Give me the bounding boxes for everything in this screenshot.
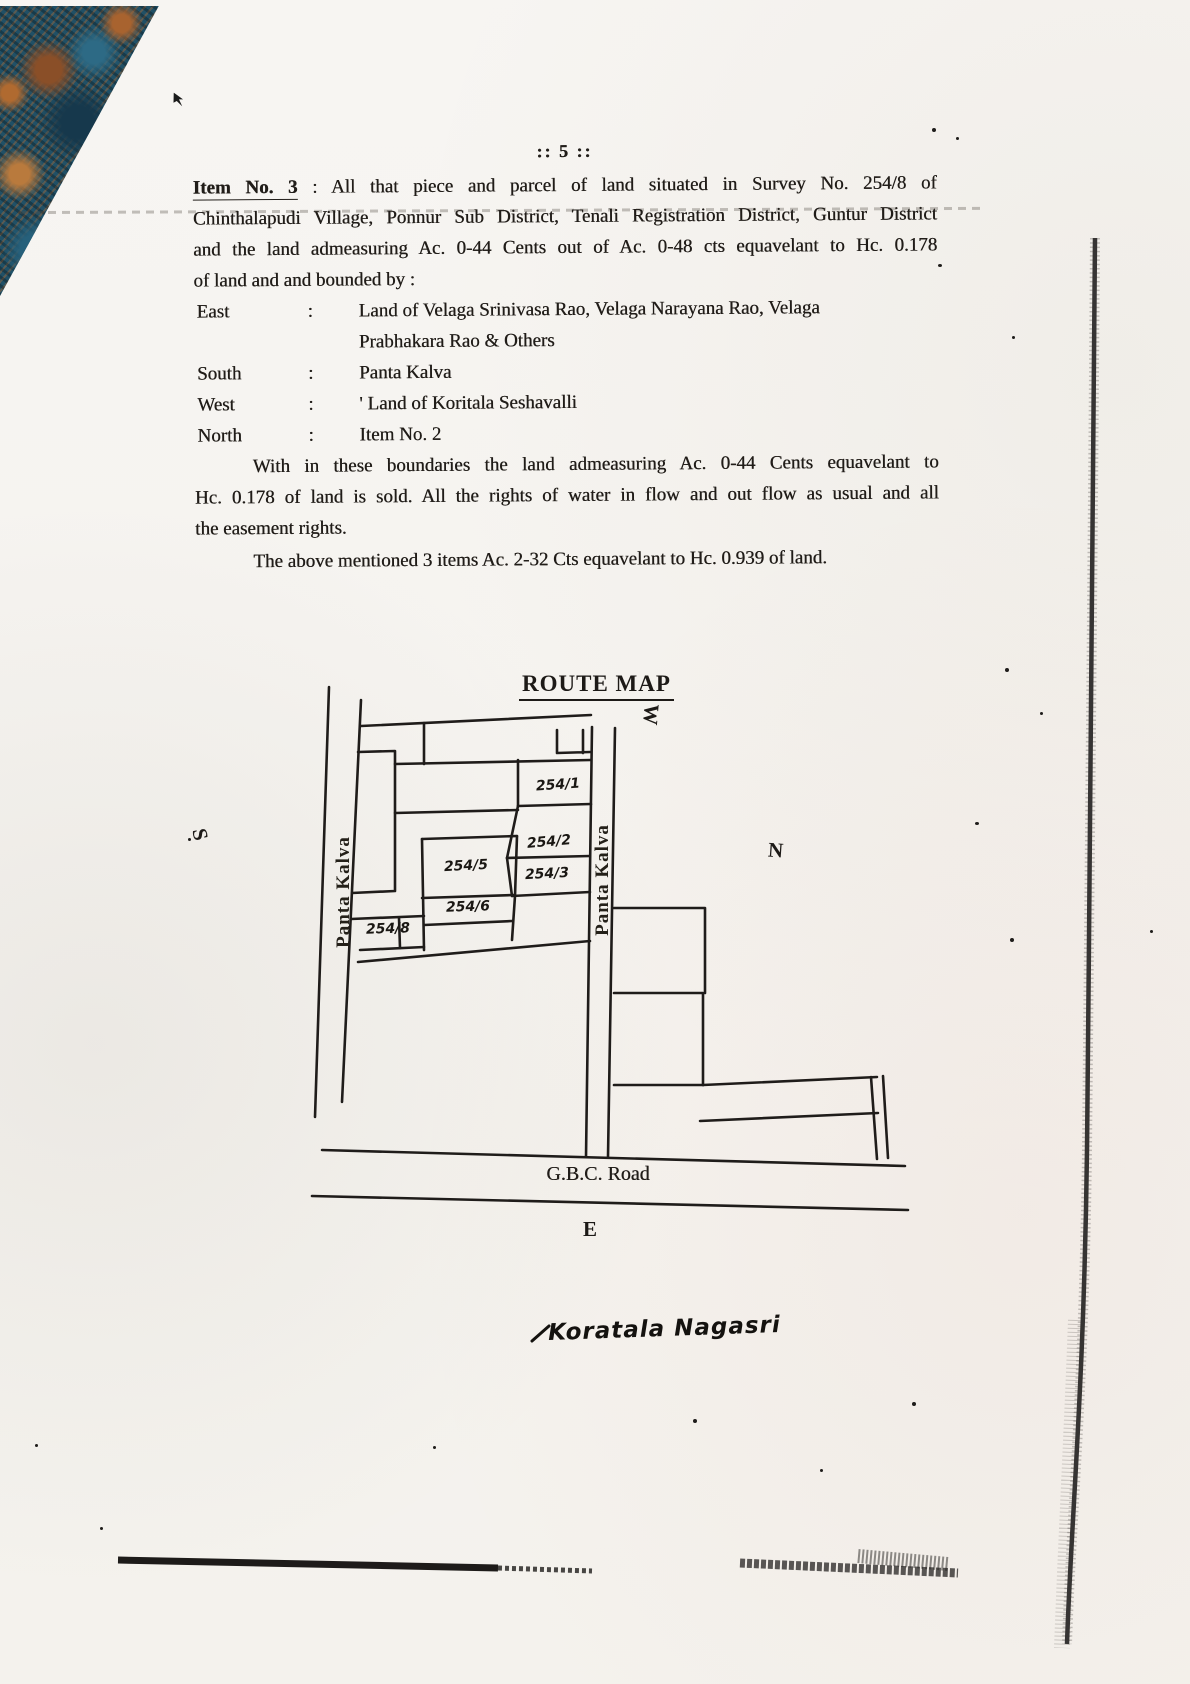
boundary-value: Item No. 2 — [359, 423, 442, 446]
item-paragraph-line-1 — [193, 169, 937, 201]
canal-left-outer-line — [315, 687, 329, 1117]
total-extent-line: The above mentioned 3 items Ac. 2-32 Cts equavelant to Hc. 0.939 of land. — [253, 547, 827, 573]
plot-label-254-3: 254/3 — [524, 864, 570, 884]
item-paragraph-line-3: and the land admeasuring Ac. 0-44 Cents out of Ac. 0-48 cts equavelant to Hc. 0.178 — [193, 234, 938, 261]
boundary-label: East — [196, 301, 230, 323]
plot-label-254-5: 254/5 — [443, 856, 489, 876]
closing-paragraph-line-1: With in these boundaries the land admeasuring Ac. 0-44 Cents equavelant to — [252, 451, 939, 478]
plot-254-2-bottom — [507, 856, 590, 858]
compass-south-label: S — [187, 826, 214, 843]
north-plot-a — [614, 908, 705, 993]
boundary-colon: : — [307, 300, 313, 322]
plot-254-6-top — [422, 895, 515, 898]
closing-paragraph-line-3: the easement rights. — [195, 517, 347, 540]
canal-label-left: Panta Kalva — [333, 836, 354, 948]
item-line1-rest: : All that piece and parcel of land situated in Survey No. 254/8 of — [297, 172, 937, 198]
route-map-title: ROUTE MAP — [519, 671, 674, 701]
road-strip-top — [703, 1077, 877, 1085]
gbc-road-lower-line — [312, 1196, 908, 1210]
scan-streak-bottom — [118, 1556, 958, 1573]
gbc-road-label: G.B.C. Road — [546, 1163, 650, 1185]
scan-streak-vertical — [1062, 238, 1095, 1648]
canal-right-outer-line — [608, 728, 615, 1157]
compass-north-label: N — [767, 837, 785, 863]
plot-label-254-6: 254/6 — [445, 898, 491, 916]
plot-block-top — [361, 715, 591, 726]
compass-east-label: E — [583, 1217, 598, 1241]
road-strip-end — [871, 1076, 888, 1159]
signature-koratala-nagasri: Koratala Nagasri — [547, 1311, 782, 1347]
item-paragraph-line-4: of land and and bounded by : — [193, 269, 416, 292]
plot-254-1-bottom — [518, 804, 591, 806]
plot-254-8-bottom — [360, 947, 424, 950]
boundary-label: West — [197, 394, 235, 416]
closing-paragraph-line-2: Hc. 0.178 of land is sold. All the rights of water in flow and out flow as usual and all — [194, 482, 939, 509]
boundary-value: ' Land of Koritala Seshavalli — [359, 391, 577, 415]
plot-divider — [395, 810, 518, 813]
boundary-colon: : — [308, 393, 314, 415]
plot-label-254-2: 254/2 — [526, 832, 572, 852]
signature-tick-mark — [532, 1326, 549, 1341]
plot-divider — [512, 836, 517, 940]
boundary-value: Land of Velaga Srinivasa Rao, Velaga Narayana Rao, Velaga — [358, 297, 820, 322]
plot-254-3-left — [507, 858, 512, 896]
plot-254-6-bottom — [424, 921, 512, 925]
plot-254-3-bottom — [512, 892, 590, 896]
plot-254-5-top — [422, 836, 517, 839]
boundary-colon: : — [308, 424, 314, 446]
boundary-label: South — [196, 363, 242, 385]
small-corner-plot — [557, 730, 590, 753]
boundary-value: Panta Kalva — [358, 361, 452, 384]
plot-block-bottom — [358, 941, 590, 962]
plot-254-8-top — [351, 916, 424, 919]
plot-label-254-8: 254/8 — [365, 920, 411, 938]
boundary-label: North — [197, 425, 242, 447]
map-lines — [312, 687, 908, 1210]
page-number: :: 5 :: — [536, 140, 593, 162]
road-strip-middle — [700, 1113, 878, 1121]
item-paragraph-line-2: Chinthalapudi Village, Ponnur Sub District, Tenali Registration District, Guntur District — [192, 203, 938, 230]
plot-254-5-left — [422, 839, 424, 950]
boundary-colon: : — [307, 362, 314, 384]
item-heading: Item No. 3 — [192, 176, 298, 199]
canal-label-right: Panta Kalva — [592, 824, 613, 936]
plot-label-254-1: 254/1 — [535, 775, 581, 795]
boundary-value-continuation: Prabhakara Rao & Others — [358, 330, 555, 353]
compass-west-label: W — [638, 703, 664, 727]
north-plot-b — [614, 993, 703, 1085]
